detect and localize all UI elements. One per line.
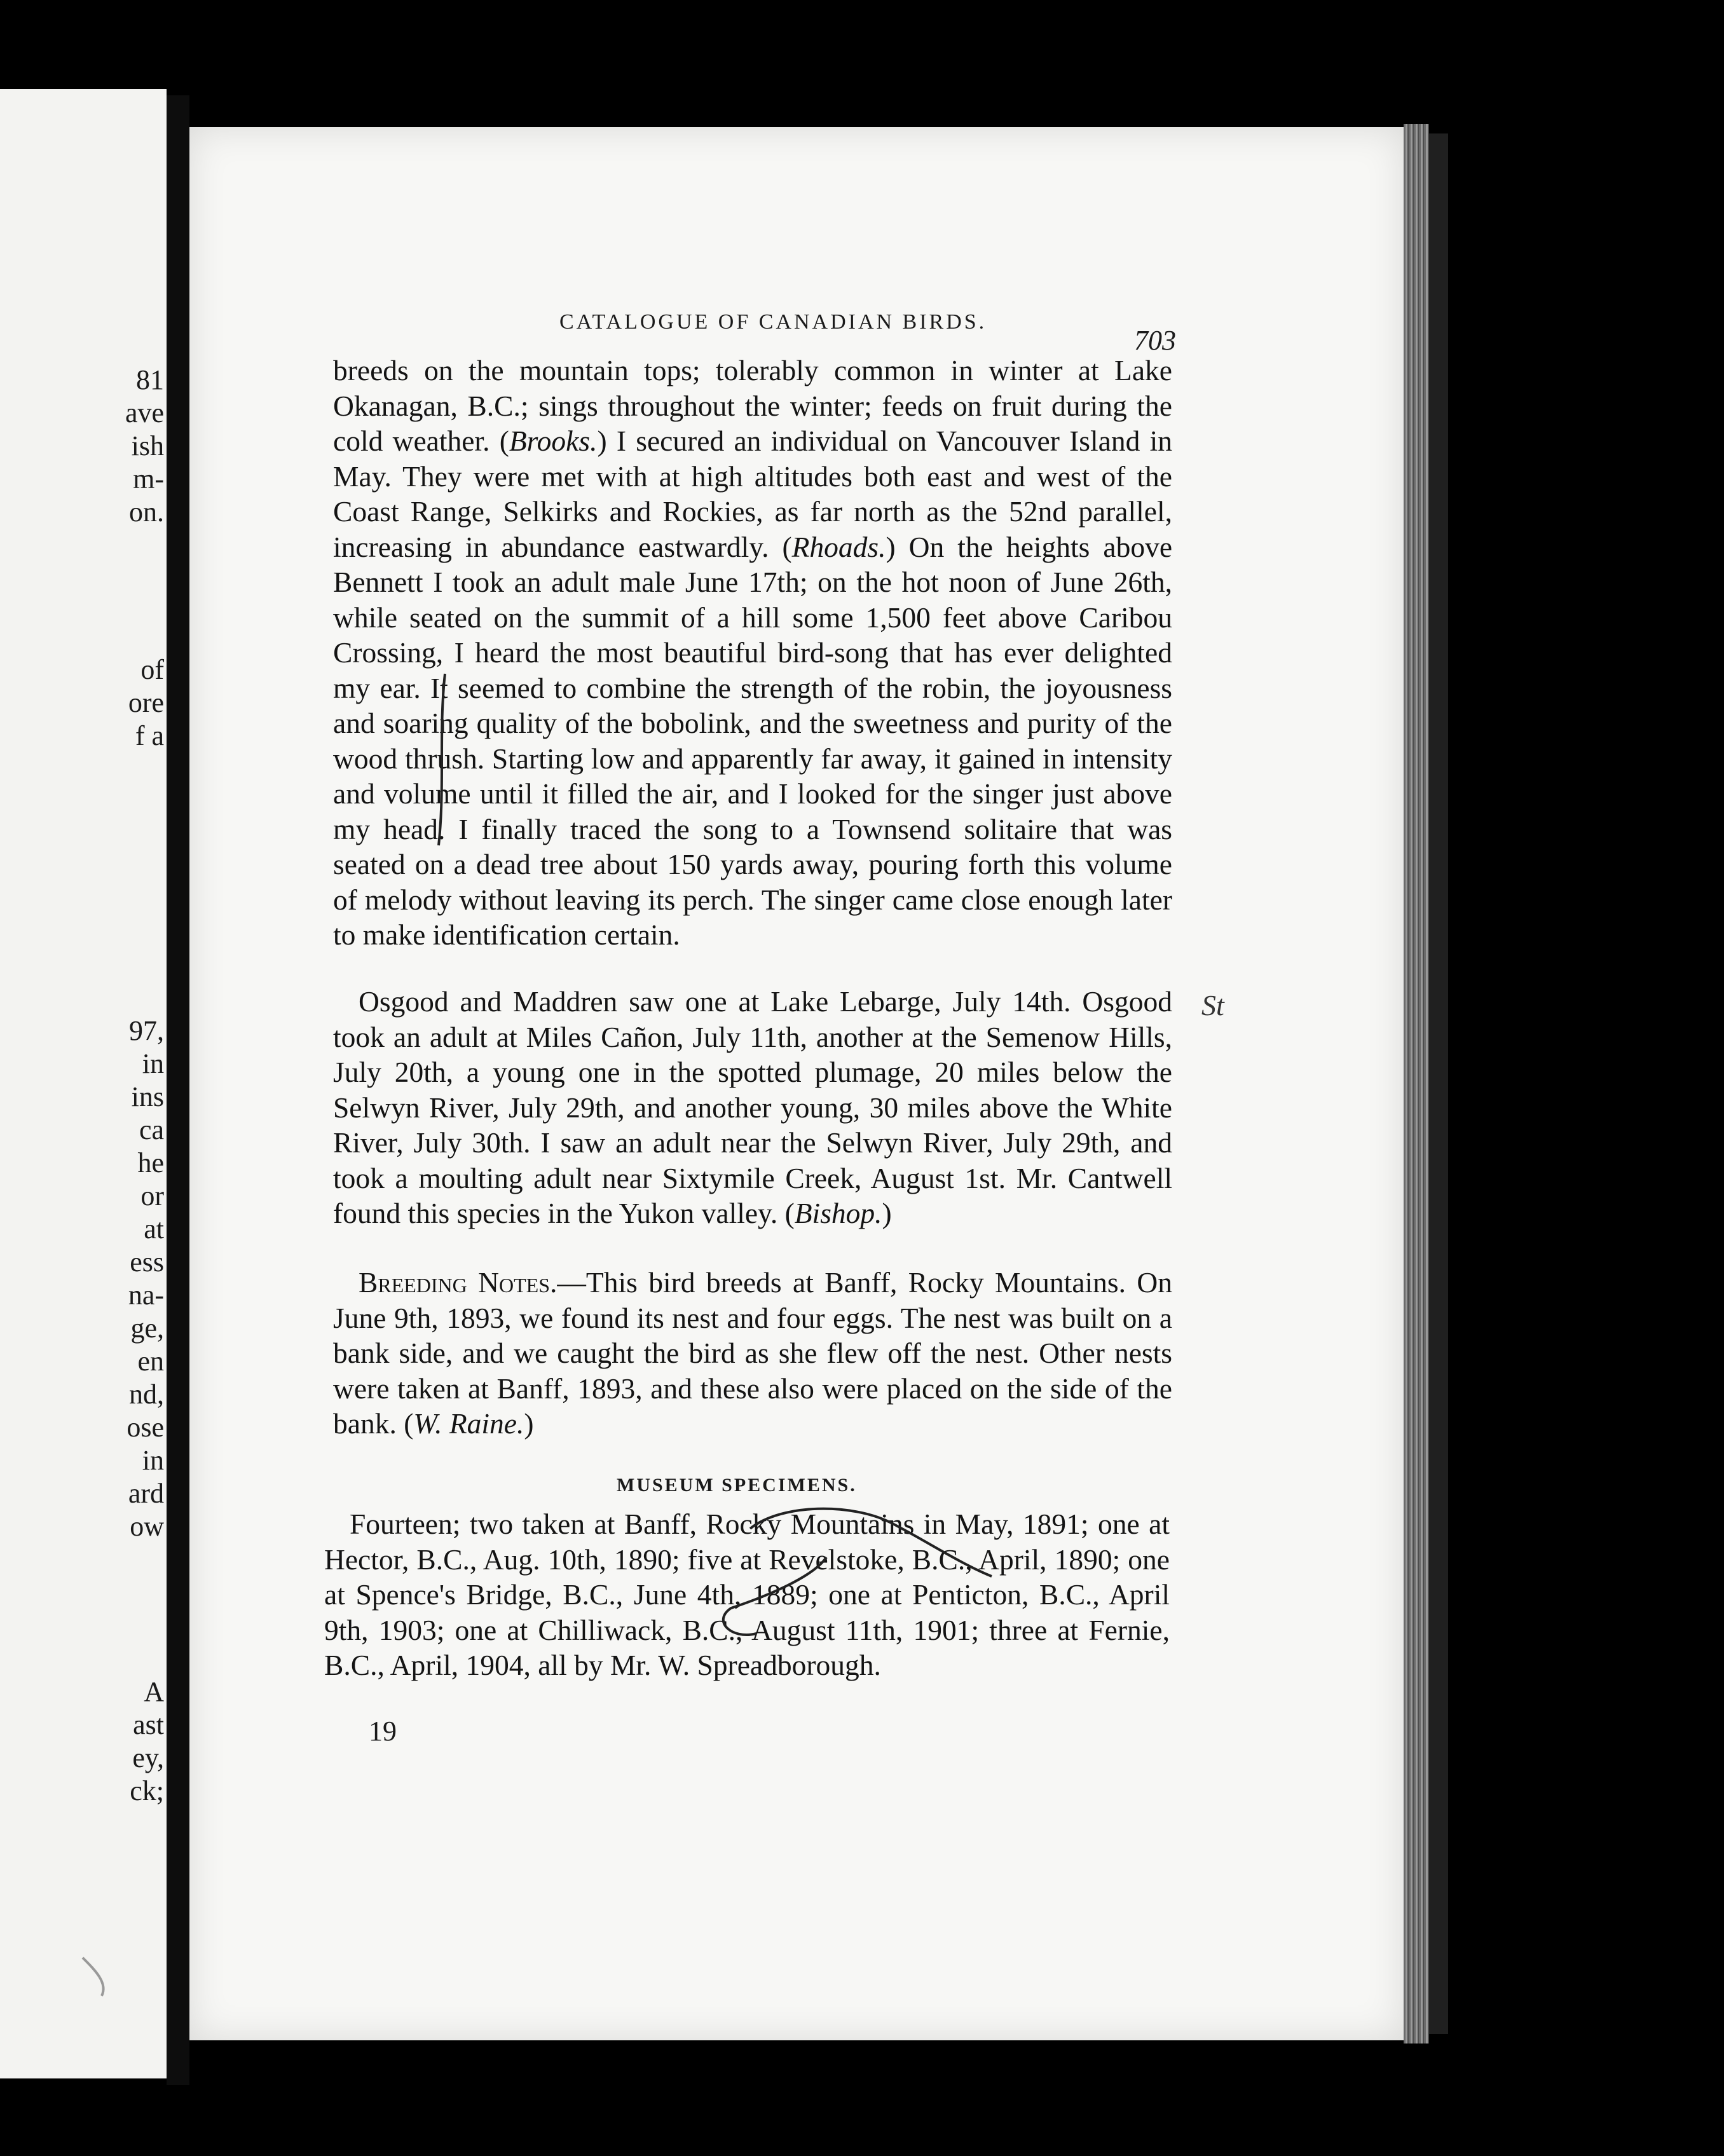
margin-annotation: St <box>1201 989 1224 1021</box>
body-paragraph <box>333 353 1172 953</box>
left-page-fragment: at <box>144 1213 164 1245</box>
citation-brooks: Brooks. <box>509 425 598 457</box>
left-page-fragment: 81 <box>136 364 164 395</box>
left-page-fragment: or <box>140 1180 164 1211</box>
paragraph-text: ) <box>882 1197 892 1229</box>
signature-mark: 19 <box>369 1716 397 1747</box>
left-page-fragment: ge, <box>130 1313 164 1344</box>
paragraph-text: —This bird breeds at Banff, Rocky Mountains. On June 9th, 1893, we found its nest and four eggs. The nest was built on a bank side, and we caught the bird as she flew off the nest. Other nests were taken at Banff, 1893, and these also were placed on the side of the bank. ( <box>333 1266 1172 1440</box>
left-page-fragment: 97, <box>129 1015 164 1046</box>
left-page-fragment: ow <box>130 1511 164 1542</box>
citation-bishop: Bishop. <box>794 1197 882 1229</box>
breeding-notes-paragraph <box>333 1265 1172 1442</box>
left-page-fragment: A <box>144 1676 164 1707</box>
book-gutter <box>167 95 189 2085</box>
paragraph-text: breeds on the mountain tops; tolerably common in winter at Lake Okanagan, B.C.; sings throughout the winter; feeds on fruit during the cold weather. ( <box>333 354 1172 457</box>
left-page-fragment: ose <box>127 1412 164 1443</box>
page-stack-edge <box>1404 124 1429 2043</box>
breeding-notes-lead: Breeding Notes. <box>359 1266 558 1299</box>
left-page-fragment: ca <box>139 1114 164 1145</box>
left-page-fragment: ck; <box>130 1775 164 1806</box>
left-page-fragment: f a <box>135 720 164 751</box>
left-page-fragment: in <box>142 1445 164 1476</box>
left-page-fragment: na- <box>128 1279 164 1311</box>
cover-edge <box>1429 133 1448 2034</box>
left-page-fragment: ast <box>133 1709 164 1740</box>
left-page-fragment: in <box>142 1048 164 1079</box>
left-page-fragment: ard <box>128 1478 164 1509</box>
left-page-fragment: ey, <box>132 1742 164 1773</box>
citation-rhoads: Rhoads. <box>791 530 886 563</box>
left-page-fragment: nd, <box>129 1379 164 1410</box>
left-page-fragment: he <box>137 1147 164 1178</box>
left-page-fragment: en <box>137 1346 164 1377</box>
page-number: 703 <box>1134 325 1176 356</box>
paragraph-text: ) I secured an individual on Vancouver Island in May. They were met with at high altitudes both east and west of the Coast Range, Selkirks and Rockies, as far north as the 52nd parallel, increasing in abundance eastwardly. ( <box>333 425 1172 563</box>
left-page-fragment: on. <box>129 496 164 528</box>
left-page-fragment: ish <box>131 430 164 461</box>
paragraph-text: Osgood and Maddren saw one at Lake Lebarge, July 14th. Osgood took an adult at Miles Cañon, July 11th, another at the Semenow Hills, July 20th, a young one in the spotted plumage, 20 miles below the Selwyn River, July 29th, and another young, 30 miles above the White River, July 30th. I saw an adult near the Selwyn River, July 29th, and took a moulting adult near Sixtymile Creek, August 1st. Mr. Cantwell found this species in the Yukon valley. ( <box>333 985 1172 1229</box>
specimens-paragraph: Fourteen; two taken at Banff, Rocky Mountains in May, 1891; one at Hector, B.C., Aug. 10th, 1890; five at Revelstoke, B.C., April, 1890; one at Spence's Bridge, B.C., June 4th, 1889; one at Penticton, B.C., April 9th, 1903; one at Chilliwack, B.C., August 11th, 1901; three at Fernie, B.C., April, 1904, all by Mr. W. Spreadborough. <box>324 1508 1170 1681</box>
left-page-fragment: ave <box>125 397 164 428</box>
left-page-fragment: of <box>140 654 164 685</box>
left-page-fragment: ess <box>130 1246 164 1278</box>
body-paragraph <box>333 984 1172 1231</box>
left-page-fragment: ins <box>131 1081 164 1112</box>
paragraph-text: ) <box>524 1407 534 1440</box>
paragraph-text: ) On the heights above Bennett I took an adult male June 17th; on the hot noon of June 26th, while seated on the summit of a hill some 1,500 feet above Caribou Crossing, I heard the most beautiful bird-song that has ever delighted my ear. It seemed to combine the strength of the robin, the joyousness and soaring quality of the bobolink, and the sweetness and purity of the wood thrush. Starting low and apparently far away, it gained in intensity and volume until it filled the air, and I looked for the singer just above my head. I finally traced the song to a Townsend solitaire that was seated on a dead tree about 150 yards away, pouring forth this volume of melody without leaving its perch. The singer came close enough later to make identification certain. <box>333 530 1173 951</box>
running-header: CATALOGUE OF CANADIAN BIRDS. <box>559 310 987 334</box>
previous-page-sliver <box>0 89 167 2078</box>
citation-raine: W. Raine. <box>413 1407 524 1440</box>
left-page-fragment: ore <box>128 687 164 718</box>
left-page-fragment: m- <box>133 463 164 495</box>
section-heading: MUSEUM SPECIMENS. <box>617 1475 857 1496</box>
